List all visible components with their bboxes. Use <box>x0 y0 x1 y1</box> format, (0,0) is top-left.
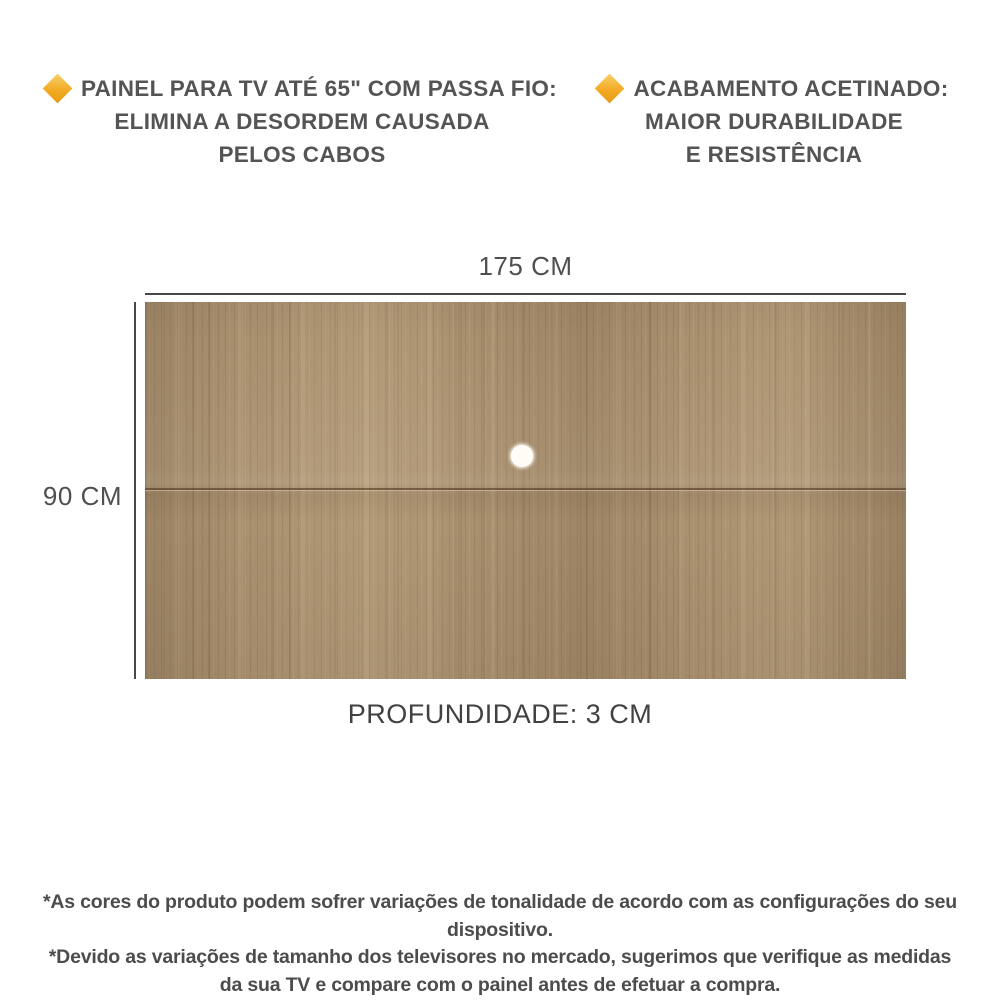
feature-text: ACABAMENTO ACETINADO: <box>633 76 949 101</box>
feature-acabamento-line-1 <box>588 72 960 105</box>
height-dimension-line <box>134 302 136 679</box>
tv-panel-image <box>145 302 906 679</box>
disclaimer <box>0 889 1000 999</box>
width-label: 175 CM <box>478 251 573 281</box>
feature-text: PELOS CABOS <box>218 142 386 167</box>
disclaimer-line: da sua TV e compare com o painel antes de efetuar a compra. <box>219 973 781 996</box>
diamond-icon <box>43 74 73 104</box>
diamond-icon <box>595 74 625 104</box>
width-dimension-line <box>145 293 906 295</box>
depth-label: PROFUNDIDADE: 3 CM <box>347 699 653 729</box>
panel-seam <box>145 488 906 491</box>
disclaimer-line: *As cores do produto podem sofrer variações de tonalidade de acordo com as configurações do seu dispositivo. <box>43 891 957 941</box>
feature-acabamento <box>588 72 960 171</box>
disclaimer-line: *Devido as variações de tamanho dos televisores no mercado, sugerimos que verifique as medidas <box>48 946 952 968</box>
cable-hole <box>511 445 533 467</box>
feature-passa-fio <box>28 72 576 171</box>
feature-text: MAIOR DURABILIDADE <box>645 109 903 134</box>
height-label: 90 CM <box>42 481 122 511</box>
feature-text: E RESISTÊNCIA <box>685 142 863 167</box>
feature-text: PAINEL PARA TV ATÉ 65" COM PASSA FIO: <box>81 76 557 101</box>
feature-passa-fio-line-1 <box>28 72 576 105</box>
feature-text: ELIMINA A DESORDEM CAUSADA <box>114 109 490 134</box>
